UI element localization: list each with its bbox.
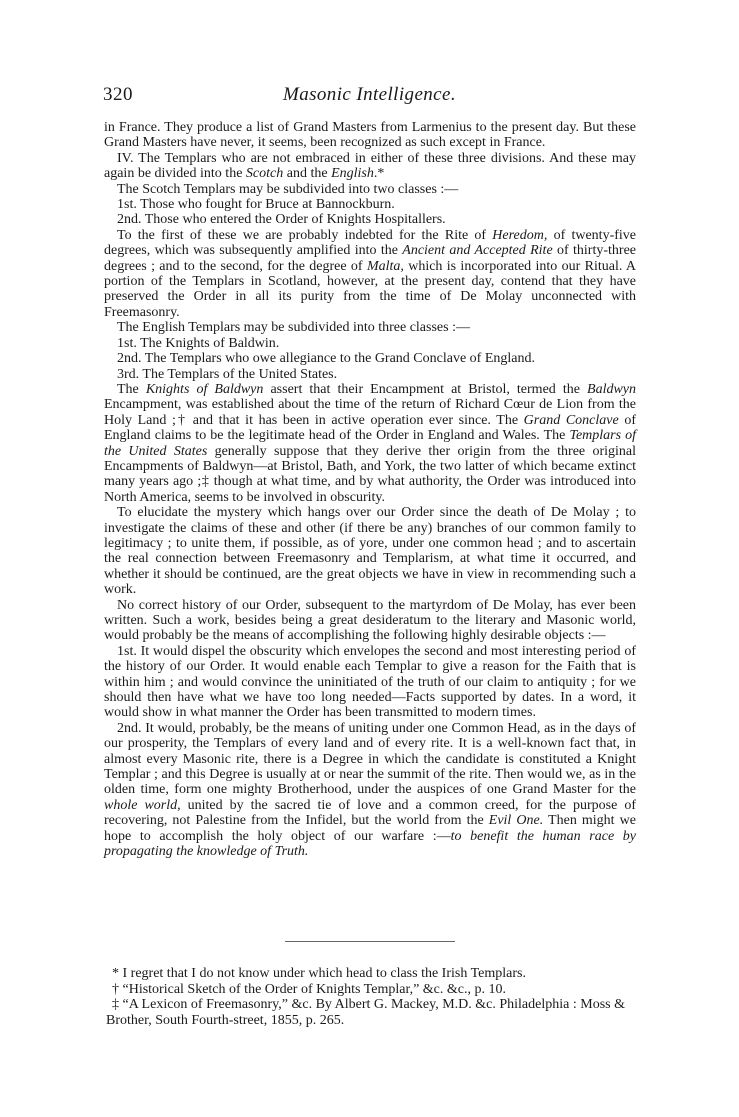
text-run: Then might we hope to accomplish the holy object of our warfare :— [104, 813, 636, 844]
article-body [104, 120, 636, 860]
text-run: No correct history of our Order, subsequent to the martyrdom of De Molay, has ever been written. Such a work, besides being a great desideratum to the literary and Masonic world, would probably be the means of accomplishing the following highly desirable objects :— [104, 597, 636, 644]
text-run: * I regret that I do not know under which head to class the Irish Templars. [112, 966, 526, 981]
text-run: 1st. The Knights of Baldwin. [117, 335, 280, 351]
text-run: in France. They produce a list of Grand Masters from Larmenius to the present day. But these Grand Masters have never, it seems, been recognized as such except in France. [104, 120, 636, 151]
text-run: 3rd. The Templars of the United States. [117, 366, 338, 382]
footnote-fn2 [106, 982, 634, 998]
paragraph-p11 [104, 382, 636, 505]
text-run: To the first of these we are probably indebted for the Rite of [117, 227, 493, 243]
text-run: Encampment, was established about the time of the return of Richard Cœur de Lion from the Holy Land ;† and that it has been in active operation ever since. The [104, 397, 636, 428]
footnotes [106, 966, 634, 1028]
italic-text: English [331, 166, 374, 182]
italic-text: Knights of Baldwyn [145, 381, 264, 397]
text-run: To elucidate the mystery which hangs over our Order since the death of De Molay ; to investigate the claims of these and other (if there be any) branches of our common family to legitimacy ; to unite them, if possible, as of yore, under one common head ; and to ascertain the real connection between Freemasonry and Templarism, at what time it occurred, and whether it should be continued, are the great objects we have in view in recommending such a work. [104, 505, 636, 598]
paragraph-p9 [104, 351, 636, 366]
paragraph-p3 [104, 182, 636, 197]
footnote-fn1 [106, 966, 634, 982]
text-run: 2nd. Those who entered the Order of Knights Hospitallers. [117, 212, 446, 228]
paragraph-p8 [104, 336, 636, 351]
text-run: ‡ “A Lexicon of Freemasonry,” &c. By Albert G. Mackey, M.D. &c. Philadelphia : Moss & Brother, South Fourth-street, 1855, p. 265. [106, 997, 625, 1028]
italic-text: Grand Conclave [523, 412, 619, 428]
paragraph-p10 [104, 367, 636, 382]
page-number: 320 [103, 84, 133, 105]
paragraph-p4 [104, 197, 636, 212]
text-run: united by the sacred tie of love and a common creed, for the purpose of recovering, not Palestine from the Infidel, but the world from the [104, 797, 636, 829]
italic-text: Heredom, [492, 227, 548, 243]
text-run: generally suppose that they derive ther origin from the three original Encampments of Baldwyn—at Bristol, Bath, and York, the two latter of which became extinct many years ago ;‡ though at what time, and by what authority, the Order was introduced into North America, seems to be involved in obscurity. [104, 443, 636, 505]
text-run: † “Historical Sketch of the Order of Knights Templar,” &c. &c., p. 10. [112, 981, 506, 997]
footnote-separator [285, 941, 455, 942]
italic-text: whole world, [104, 797, 181, 813]
italic-text: Scotch [245, 166, 284, 182]
paragraph-p15 [104, 721, 636, 860]
page-header [103, 84, 636, 108]
footnote-fn3 [106, 997, 634, 1028]
text-run: The English Templars may be subdivided into three classes :— [117, 320, 470, 336]
paragraph-p14 [104, 644, 636, 721]
text-run: IV. The Templars who are not embraced in either of these three divisions. And these may again be divided into the [104, 150, 636, 182]
text-run: 2nd. The Templars who owe allegiance to the Grand Conclave of England. [117, 351, 535, 367]
text-run: 1st. Those who fought for Bruce at Bannockburn. [117, 197, 395, 213]
running-title: Masonic Intelligence. [282, 84, 456, 105]
paragraph-p5 [104, 212, 636, 227]
paragraph-p12 [104, 505, 636, 597]
text-run: assert that their Encampment at Bristol, termed the [263, 381, 588, 397]
paragraph-p7 [104, 320, 636, 335]
italic-text: to benefit the human race by propagating the knowledge of Truth. [104, 828, 637, 860]
text-run: of twenty-five degrees, which was subsequently amplified into the [104, 227, 637, 259]
paragraph-p6 [104, 228, 636, 320]
italic-text: Templars of the United States [104, 428, 636, 459]
italic-text: Baldwyn [587, 381, 637, 397]
text-run: 1st. It would dispel the obscurity which envelopes the second and most interesting period of the history of our Order. It would enable each Templar to give a reason for the Faith that is within him ; and would convince the uninitiated of the truth of our claim to antiquity ; for we should then have what we have too long needed—Facts supported by dates. In a word, it would show in what manner the Order has been transmitted to modern times. [104, 643, 636, 721]
text-run: 2nd. It would, probably, be the means of uniting under one Common Head, as in the days of our prosperity, the Templars of every land and of every rite. It is a well-known fact that, in almost every Masonic rite, there is a Degree in which the candidate is constituted a Knight Templar ; and this Degree is usually at or near the summit of the rite. Then would we, as in the olden time, form one mighty Brotherhood, under the auspices of one Grand Master for the [104, 720, 636, 798]
paragraph-p1 [104, 120, 636, 151]
italic-text: Ancient and Accepted Rite [402, 243, 553, 259]
text-run: .* [373, 166, 385, 182]
paragraph-p13 [104, 598, 636, 644]
text-run: of thirty-three degrees ; and to the second, for the degree of [104, 243, 636, 274]
text-run: The Scotch Templars may be subdivided into two classes :— [117, 181, 459, 197]
italic-text: Evil One. [488, 813, 544, 829]
text-run: and the [283, 166, 332, 182]
text-run: The [117, 381, 146, 397]
text-run: which is incorporated into our Ritual. A portion of the Templars in Scotland, however, at the present day, contend that they have preserved the Order in all its purity from the time of De Molay unconnected with Freemasonry. [104, 258, 637, 320]
italic-text: Malta, [366, 258, 404, 274]
paragraph-p2 [104, 151, 636, 182]
text-run: of England claims to be the legitimate head of the Order in England and Wales. The [104, 412, 636, 444]
